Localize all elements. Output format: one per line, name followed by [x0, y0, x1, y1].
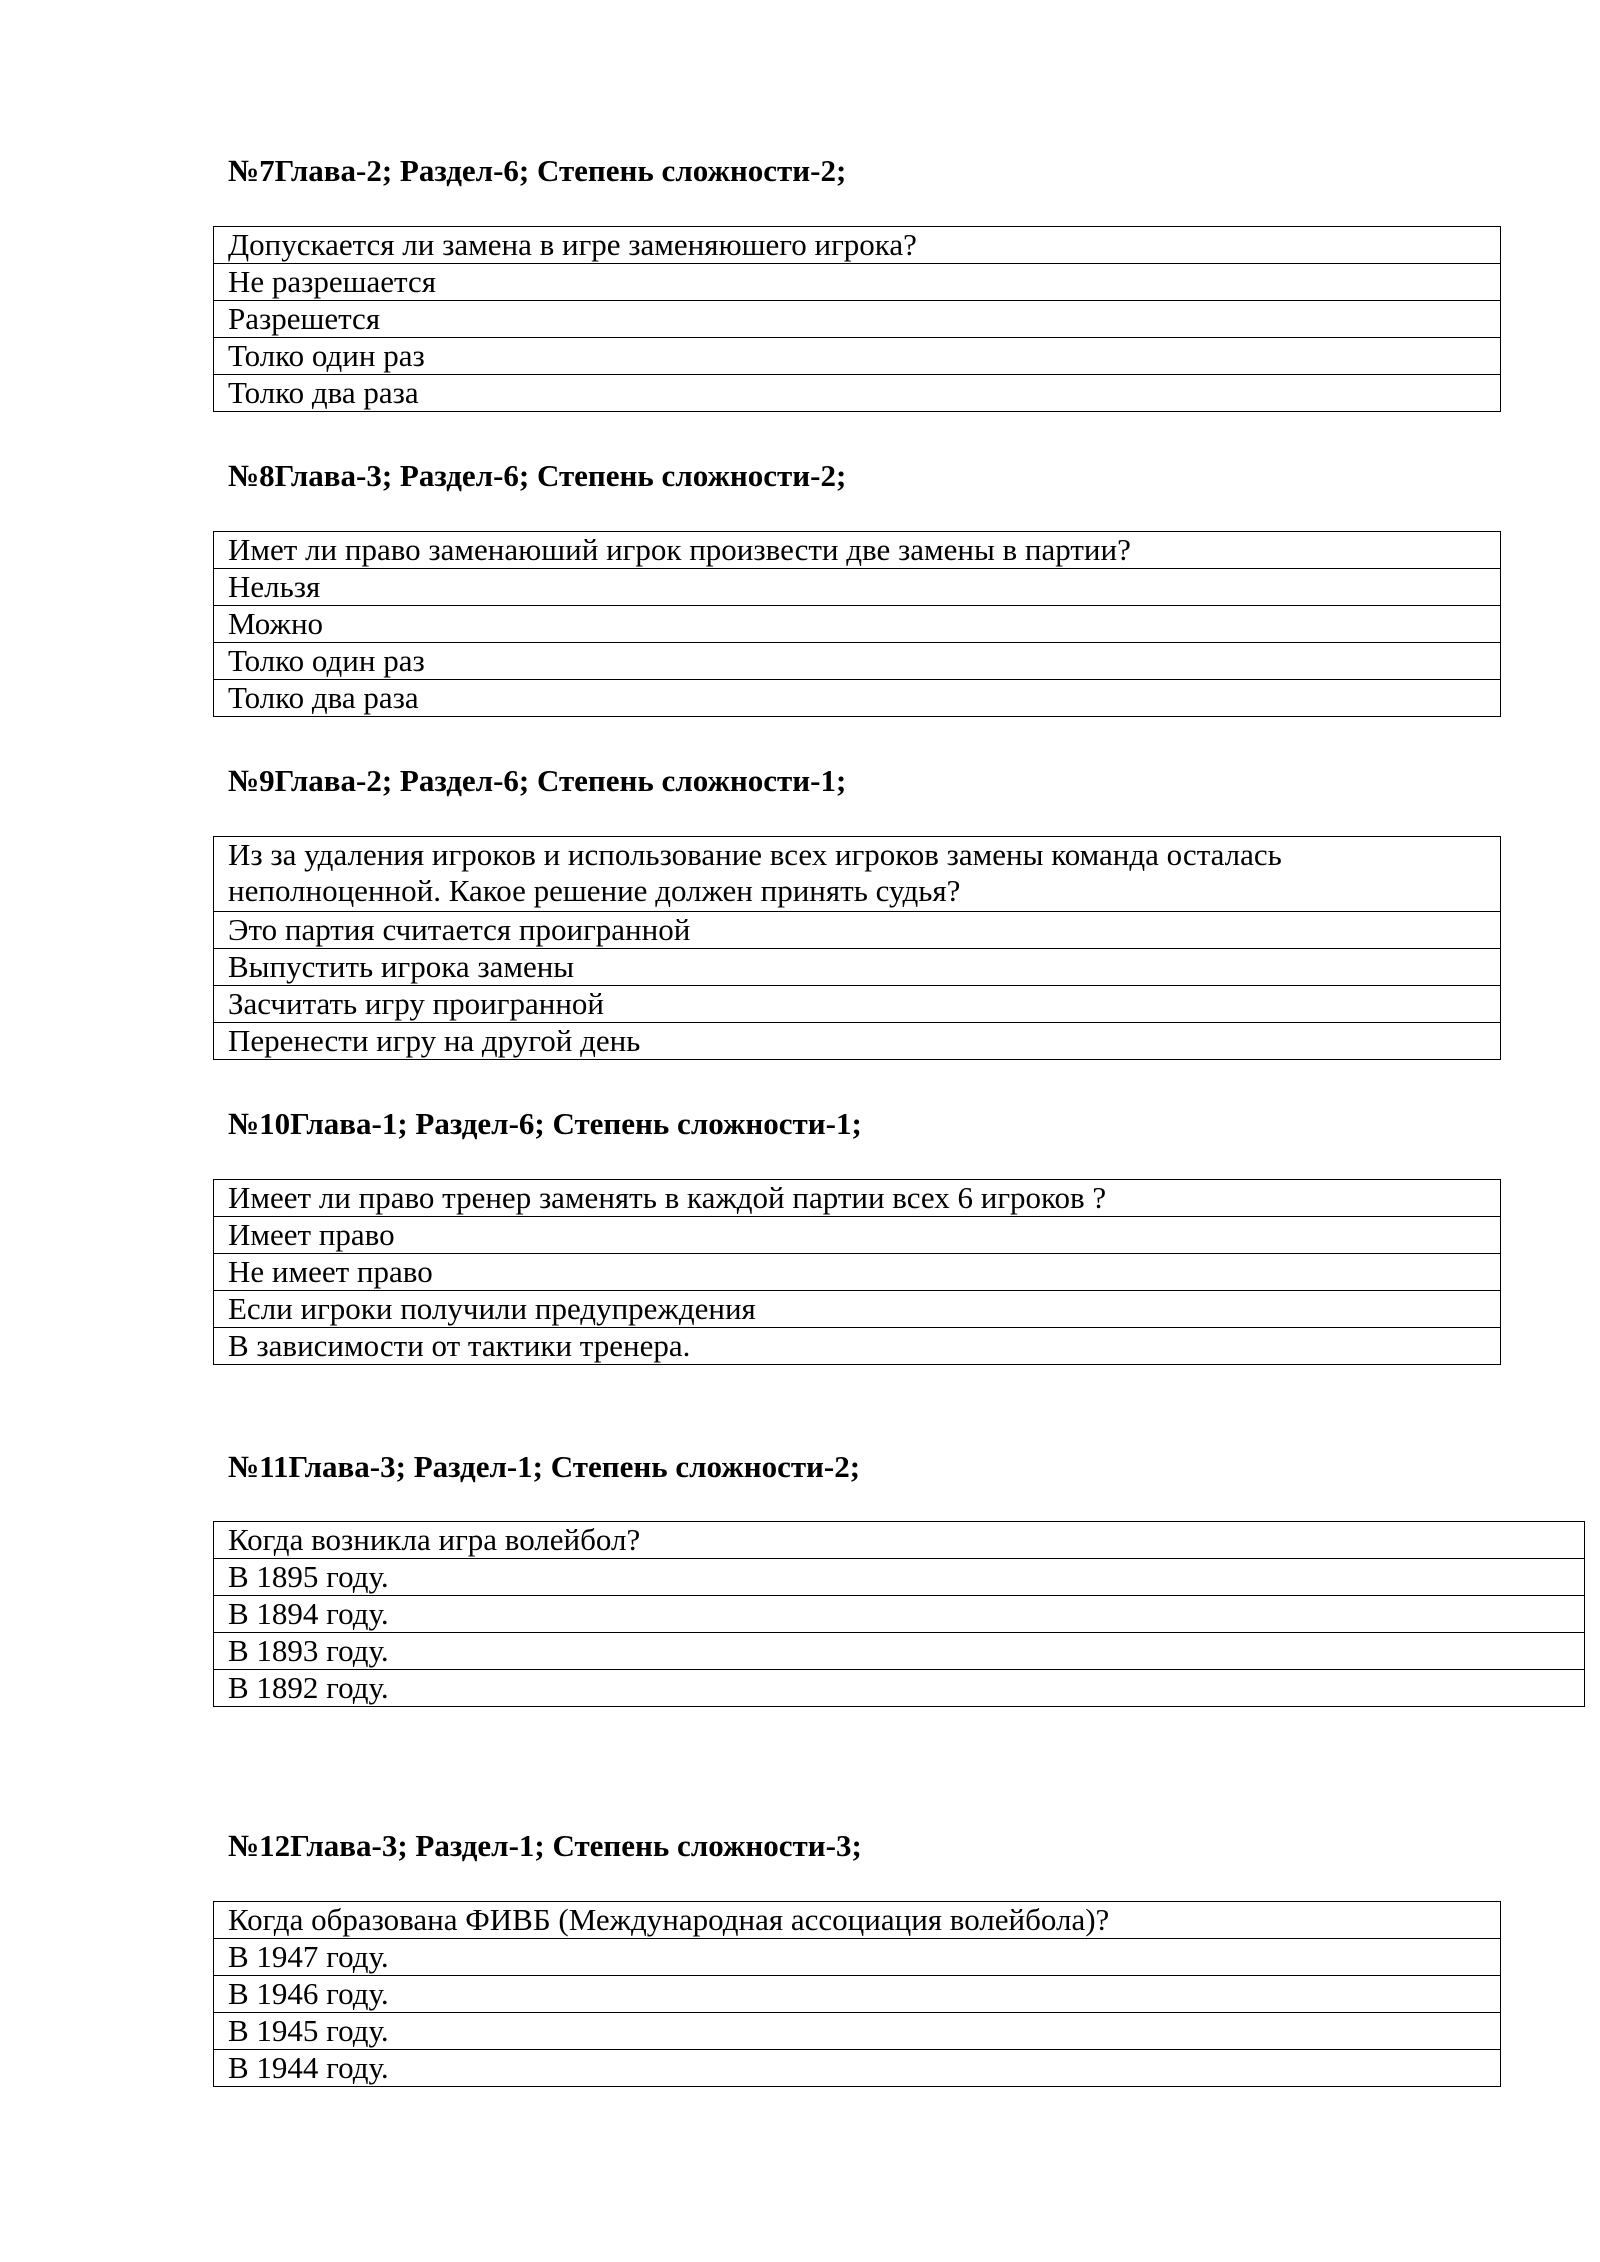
question-text: Имет ли право заменаюший игрок произвести две замены в партии?	[214, 532, 1501, 569]
answer-option: В 1944 году.	[214, 2050, 1501, 2087]
answer-option: Не разрешается	[214, 264, 1501, 301]
question-heading: №11Глава-3; Раздел-1; Степень сложности-2;	[228, 1449, 861, 1484]
answer-option: В зависимости от тактики тренера.	[214, 1328, 1501, 1365]
answer-option: В 1895 году.	[214, 1559, 1585, 1596]
question-text: Когда образована ФИВБ (Международная ассоциация волейбола)?	[214, 1902, 1501, 1939]
answer-option: Если игроки получили предупреждения	[214, 1291, 1501, 1328]
question-table	[213, 1901, 1501, 2087]
question-text: Из за удаления игроков и использование всех игроков замены команда осталась неполноценной. Какое решение должен принять судья?	[214, 837, 1501, 912]
question-text: Имеет ли право тренер заменять в каждой партии всех 6 игроков ?	[214, 1180, 1501, 1217]
answer-option: Можно	[214, 606, 1501, 643]
answer-option: Нельзя	[214, 569, 1501, 606]
answer-option: Имеет право	[214, 1217, 1501, 1254]
answer-option: Толко два раза	[214, 680, 1501, 717]
question-table	[213, 1521, 1585, 1707]
answer-option: Выпустить игрока замены	[214, 949, 1501, 986]
answer-option: Засчитать игру проигранной	[214, 986, 1501, 1023]
answer-option: Перенести игру на другой день	[214, 1023, 1501, 1060]
answer-option: Не имеет право	[214, 1254, 1501, 1291]
question-heading: №7Глава-2; Раздел-6; Степень сложности-2;	[228, 153, 847, 188]
answer-option: В 1892 году.	[214, 1670, 1585, 1707]
answer-option: Толко два раза	[214, 375, 1501, 412]
answer-option: В 1894 году.	[214, 1596, 1585, 1633]
question-heading: №12Глава-3; Раздел-1; Степень сложности-3;	[228, 1828, 862, 1863]
question-heading: №8Глава-3; Раздел-6; Степень сложности-2;	[228, 458, 847, 493]
answer-option: В 1945 году.	[214, 2013, 1501, 2050]
question-heading: №10Глава-1; Раздел-6; Степень сложности-1;	[228, 1106, 862, 1141]
answer-option: Разрешется	[214, 301, 1501, 338]
answer-option: Это партия считается проигранной	[214, 912, 1501, 949]
answer-option: Толко один раз	[214, 338, 1501, 375]
answer-option: В 1947 году.	[214, 1939, 1501, 1976]
answer-option: Толко один раз	[214, 643, 1501, 680]
question-text: Когда возникла игра волейбол?	[214, 1522, 1585, 1559]
question-text: Допускается ли замена в игре заменяюшего игрока?	[214, 227, 1501, 264]
question-table	[213, 226, 1501, 412]
question-table	[213, 836, 1501, 1060]
question-table	[213, 1179, 1501, 1365]
question-heading: №9Глава-2; Раздел-6; Степень сложности-1;	[228, 763, 847, 798]
question-table	[213, 531, 1501, 717]
answer-option: В 1893 году.	[214, 1633, 1585, 1670]
answer-option: В 1946 году.	[214, 1976, 1501, 2013]
